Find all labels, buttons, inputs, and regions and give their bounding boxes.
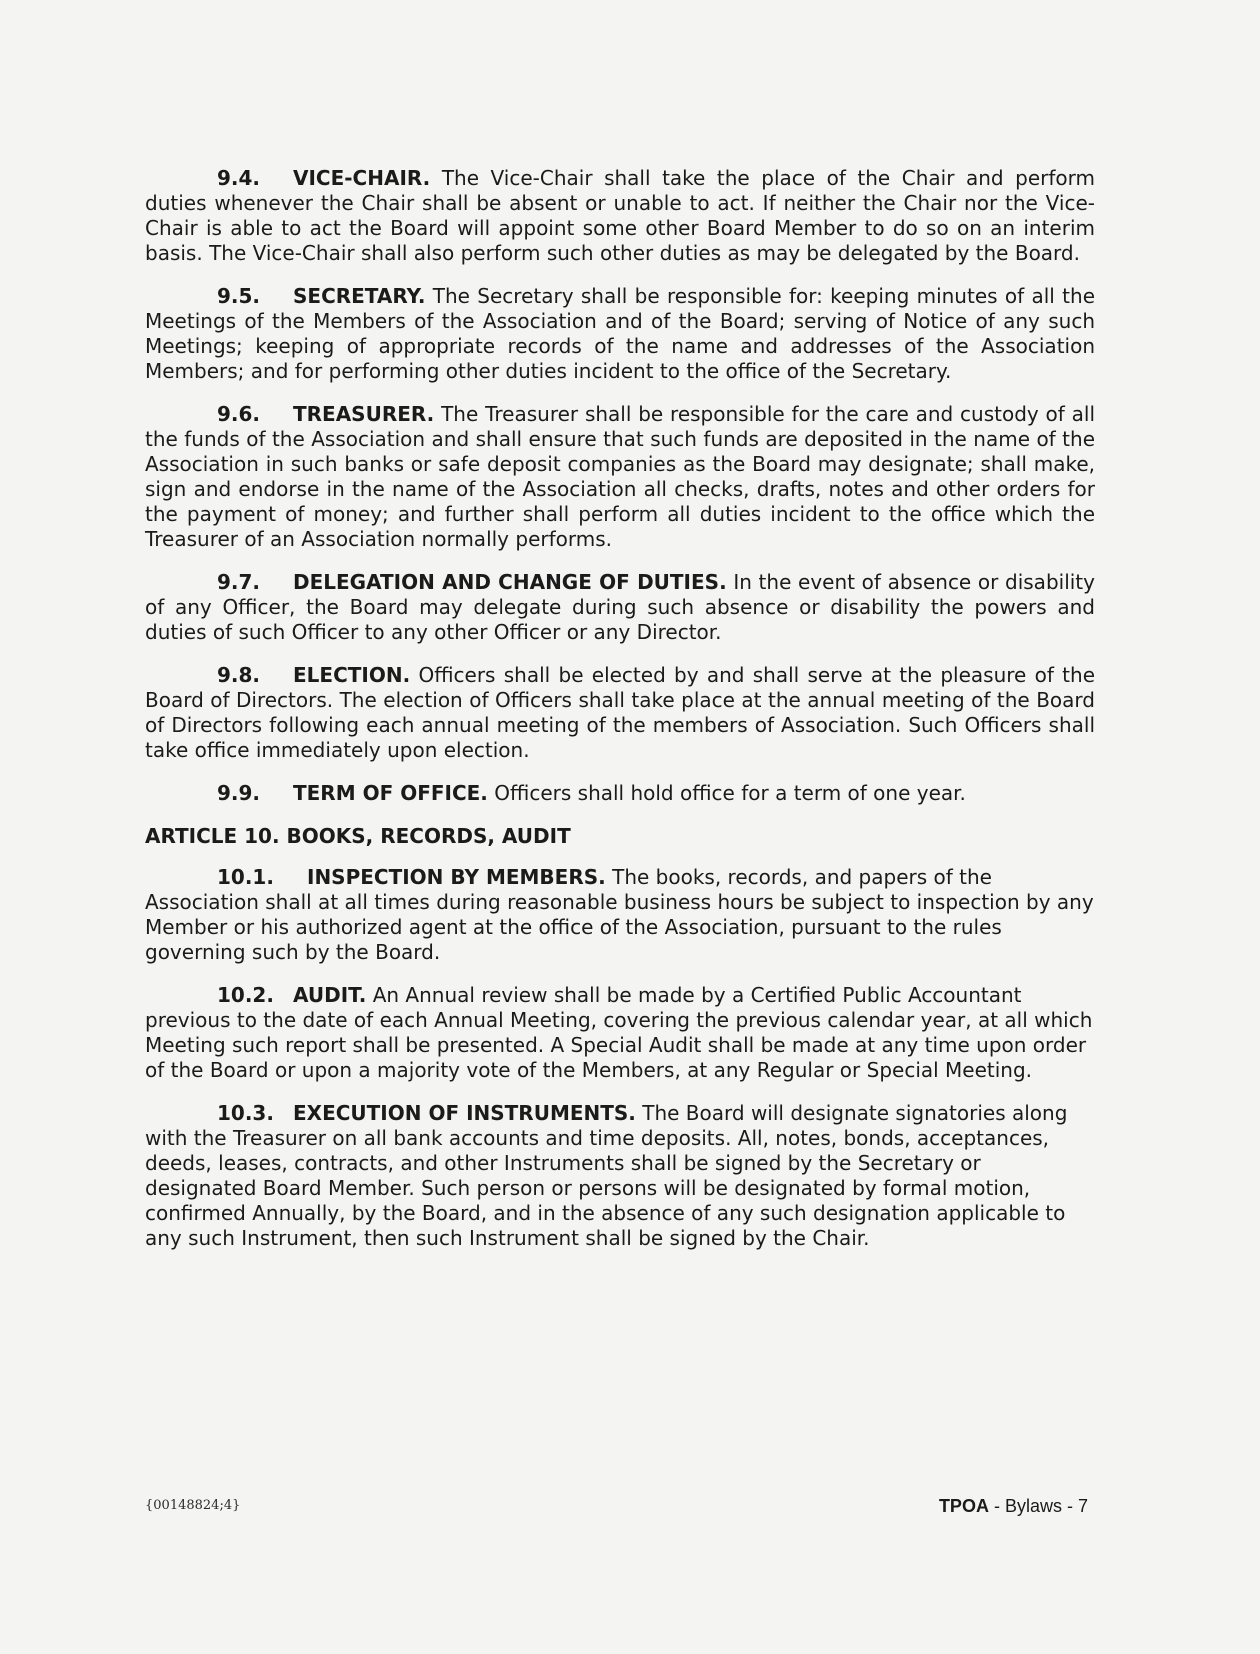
section-title: INSPECTION BY MEMBERS. (307, 865, 606, 889)
document-body (145, 166, 1095, 1269)
section-9-4 (145, 166, 1095, 266)
section-9-8 (145, 663, 1095, 763)
section-text: Officers shall hold office for a term of one year. (494, 781, 966, 805)
section-number: 9.5. (217, 284, 261, 308)
section-9-5 (145, 284, 1095, 384)
section-number: 9.7. (217, 570, 261, 594)
section-text: The Vice-Chair shall take the place of the Chair and perform duties whenever the Chair shall be absent or unable to act. If neither the Chair nor the Vice-Chair is able to act the Board will appoint some other Board Member to do so on an interim basis. The Vice-Chair shall also perform such other duties as may be delegated by the Board. (145, 166, 1096, 265)
section-text: Officers shall be elected by and shall serve at the pleasure of the Board of Directors. The election of Officers shall take place at the annual meeting of the Board of Directors following each annual meeting of the members of Association. Such Officers shall take office immediately upon election. (145, 663, 1095, 762)
section-10-3 (145, 1101, 1095, 1251)
section-title: ELECTION. (293, 663, 411, 687)
section-10-1 (145, 865, 1095, 965)
section-title: AUDIT. (293, 983, 367, 1007)
section-number: 9.6. (217, 402, 261, 426)
section-9-9 (145, 781, 1095, 806)
section-number: 10.1. (217, 865, 274, 889)
section-10-2 (145, 983, 1095, 1083)
footer-org: TPOA (938, 1496, 989, 1516)
section-title: DELEGATION AND CHANGE OF DUTIES. (293, 570, 727, 594)
section-9-6 (145, 402, 1095, 552)
footer-document-id: {00148824;4} (145, 1498, 241, 1513)
section-number: 10.2. (217, 983, 274, 1007)
section-title: EXECUTION OF INSTRUMENTS. (293, 1101, 636, 1125)
section-text: An Annual review shall be made by a Certified Public Accountant previous to the date of each Annual Meeting, covering the previous calendar year, at all which Meeting such report shall be presented. A Special Audit shall be made at any time upon order of the Board or upon a majority vote of the Members, at any Regular or Special Meeting. (145, 983, 1093, 1082)
footer-page-label (939, 1496, 1088, 1517)
section-text: The Secretary shall be responsible for: keeping minutes of all the Meetings of the Members of the Association and of the Board; serving of Notice of any such Meetings; keeping of appropriate records of the name and addresses of the Association Members; and for performing other duties incident to the office of the Secretary. (145, 284, 1095, 383)
footer-page-number: - Bylaws - 7 (993, 1496, 1088, 1516)
section-text: The Treasurer shall be responsible for the care and custody of all the funds of the Association and shall ensure that such funds are deposited in the name of the Association in such banks or safe deposit companies as the Board may designate; shall make, sign and endorse in the name of the Association all checks, drafts, notes and other orders for the payment of money; and further shall perform all duties incident to the office which the Treasurer of an Association normally performs. (145, 402, 1096, 551)
section-title: SECRETARY. (293, 284, 426, 308)
section-number: 9.8. (217, 663, 261, 687)
section-title: VICE-CHAIR. (293, 166, 431, 190)
article-10-heading: ARTICLE 10. BOOKS, RECORDS, AUDIT (145, 824, 571, 848)
section-number: 9.4. (217, 166, 261, 190)
section-title: TREASURER. (293, 402, 435, 426)
section-text: In the event of absence or disability of any Officer, the Board may delegate during such absence or disability the powers and duties of such Officer to any other Officer or any Director. (145, 570, 1095, 644)
section-title: TERM OF OFFICE. (293, 781, 488, 805)
section-number: 10.3. (217, 1101, 274, 1125)
section-9-7 (145, 570, 1095, 645)
section-number: 9.9. (217, 781, 261, 805)
section-text: The books, records, and papers of the Association shall at all times during reasonable business hours be subject to inspection by any Member or his authorized agent at the office of the Association, pursuant to the rules governing such by the Board. (145, 865, 1094, 964)
section-text: The Board will designate signatories along with the Treasurer on all bank accounts and time deposits. All, notes, bonds, acceptances, deeds, leases, contracts, and other Instruments shall be signed by the Secretary or designated Board Member. Such person or persons will be designated by formal motion, confirmed Annually, by the Board, and in the absence of any such designation applicable to any such Instrument, then such Instrument shall be signed by the Chair. (145, 1101, 1068, 1250)
